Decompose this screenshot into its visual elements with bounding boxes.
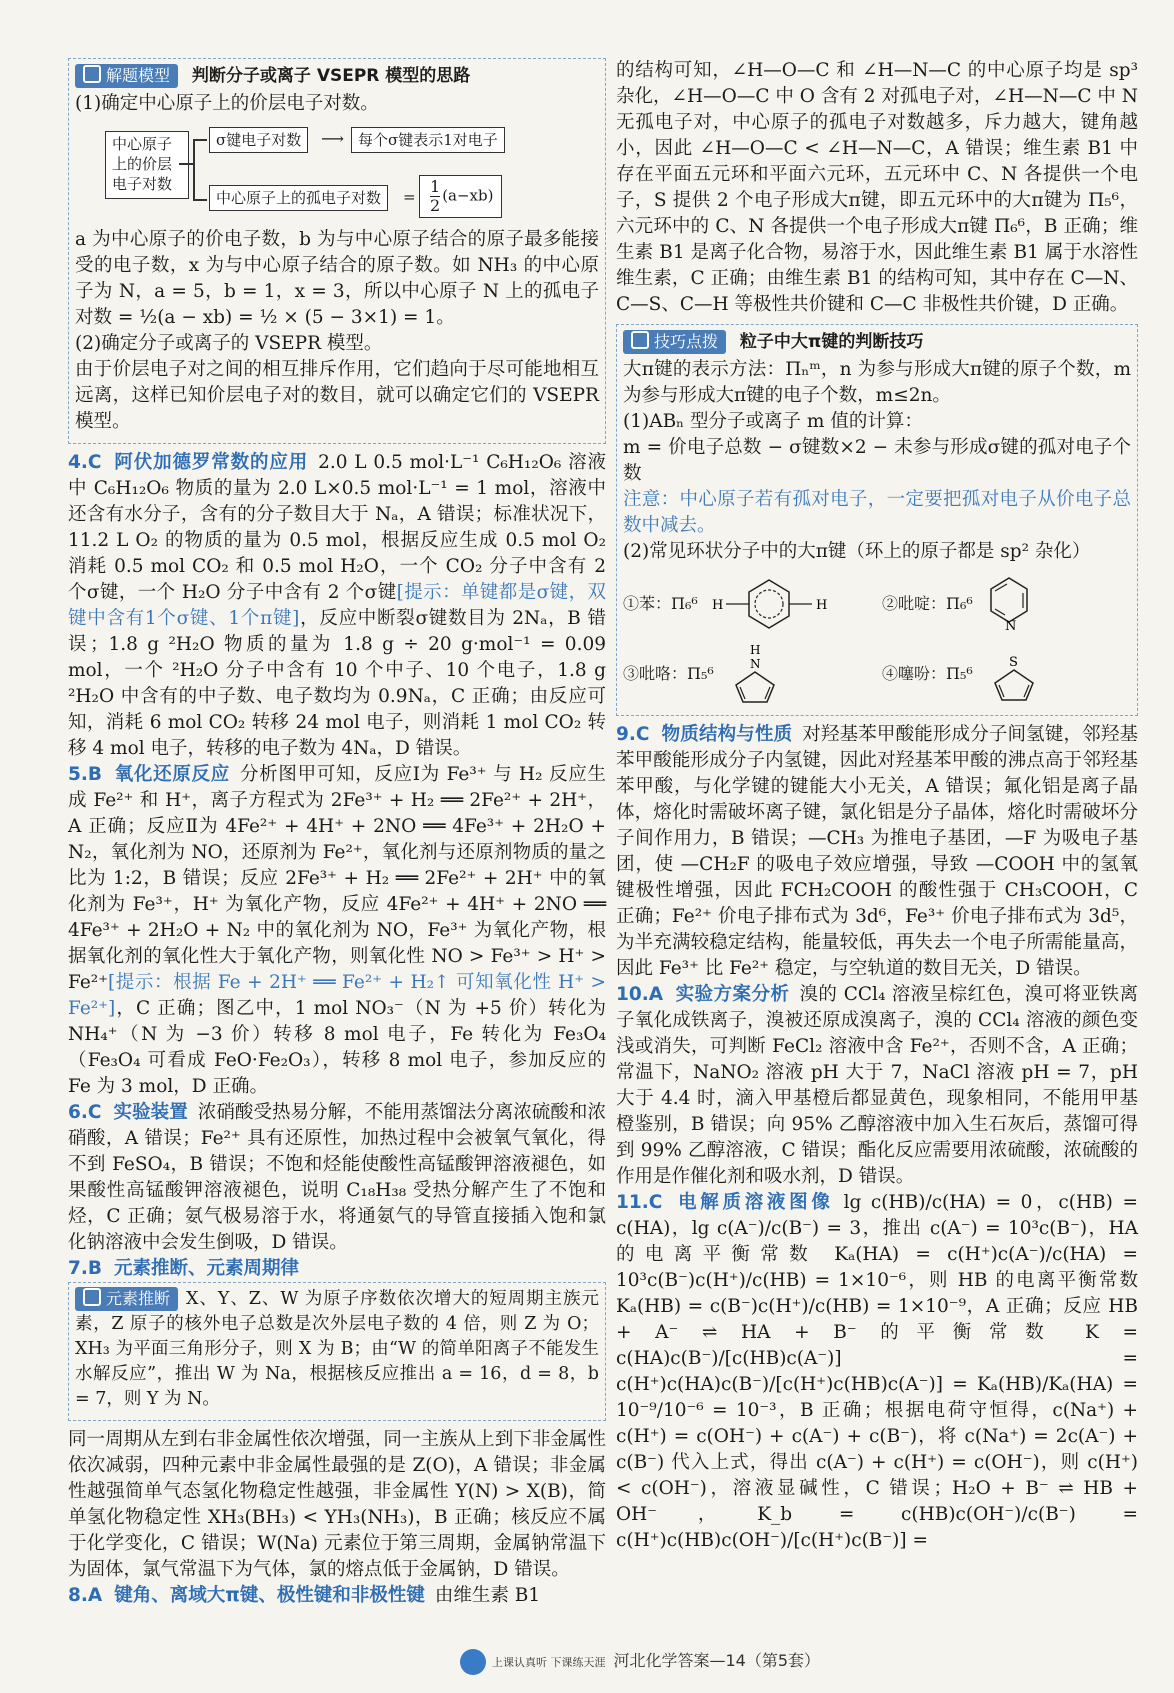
- tip-icon: [631, 331, 649, 349]
- tip-tag-label: 技巧点拨: [654, 332, 719, 351]
- tip-note: 注意：中心原子若有孤对电子，一定要把孤对电子从价电子总数中减去。: [623, 489, 1131, 536]
- q8-cont: 的结构可知，∠H—O—C 和 ∠H—N—C 的中心原子均是 sp³ 杂化，∠H—O—C 中 O 含有 2 对孤电子对，∠H—N—C 中 N 无孤电子对，中心原子的孤电子对数越多，斥力越大，键角越小，因此 ∠H—O—C < ∠H—N—C，A 错误；维生素 B1 中存在平面五元环和平面六元环，五元环中 C、N 各提供一个电子，S 提供 2 个电子形成大π键，即五元环中的大π键为 Π₅⁶，六元环中的 C、N 各提供一个电子形成大π键 Π₆⁶，B 正确；维生素 B1 是离子化合物，易溶于水，因此维生素 B1 属于水溶性维生素，C 正确；由维生素 B1 的结构可知，其中存在 C—N、C—S、C—H 等极性共价键和 C—C 非极性共价键，D 正确。: [616, 60, 1138, 315]
- q6-topic: 实验装置: [113, 1102, 188, 1123]
- q10-topic: 实验方案分析: [675, 984, 790, 1005]
- flow-sigma-box: σ键电子对数: [209, 127, 308, 153]
- tip-tag: [623, 330, 726, 354]
- q9-num: 9.C: [616, 724, 650, 745]
- flow-frac-den: 2: [430, 196, 441, 215]
- flow-formula-box: [419, 175, 502, 218]
- ring-pyridine: [882, 571, 1131, 637]
- flow-frac-tail: (a−xb): [442, 186, 494, 205]
- left-column: [68, 58, 606, 1609]
- model-tag: [75, 64, 178, 88]
- tip-title: 粒子中大π键的判断技巧: [739, 332, 924, 352]
- ring-thiophene-label: ④噻吩：Π₅⁶: [882, 664, 973, 683]
- q10: [616, 982, 1138, 1190]
- flow-arrow-icon: ⟶: [321, 129, 344, 148]
- benzene-structure-icon: [704, 572, 834, 636]
- q7-topic: 元素推断、元素周期律: [114, 1258, 300, 1279]
- q7-head: [68, 1256, 606, 1282]
- model-title: 判断分子或离子 VSEPR 模型的思路: [191, 66, 471, 86]
- flow-link: [179, 163, 193, 165]
- thiophene-s: S: [1008, 655, 1018, 670]
- model-step2-text: 由于价层电子对之间的相互排斥作用，它们趋向于尽可能地相互远离，这样已知价层电子对的数目，就可以确定它们的 VSEPR 模型。: [75, 359, 599, 432]
- q10-num: 10.A: [616, 984, 664, 1005]
- tip-line2: (1)ABₙ 型分子或离子 m 值的计算：: [623, 411, 923, 432]
- page-footer: [460, 1648, 820, 1676]
- ring-benzene: [623, 571, 872, 637]
- model-step1: (1)确定中心原子上的价层电子对数。: [75, 93, 379, 114]
- q5-text2: ，C 正确；图乙中，1 mol NO₃⁻（N 为 +5 价）转化为 NH₄⁺（N 为 −3 价）转移 8 mol 电子，Fe 转化为 Fe₃O₄（Fe₃O₄ 可看成 FeO·Fe₂O₃），转移 8 mol 电子，参加反应的 Fe 为 3 mol，D 正确。: [68, 998, 606, 1097]
- q5-text: 分析图甲可知，反应Ⅰ为 Fe³⁺ 与 H₂ 反应生成 Fe²⁺ 和 H⁺，离子方程式为 2Fe³⁺ + H₂ ══ 2Fe²⁺ + 2H⁺，A 正确；反应Ⅱ为 4Fe²⁺ + 4H⁺ + 2NO ══ 4Fe³⁺ + 2H₂O + N₂，氧化剂为 NO，还原剂为 Fe²⁺，氧化剂与还原剂物质的量之比为 1:2，B 错误；反应 2Fe³⁺ + H₂ ══ 2Fe²⁺ + 2H⁺ 中的氧化剂为 Fe³⁺，H⁺ 为氧化产物，反应 4Fe²⁺ + 4H⁺ + 2NO ══ 4Fe³⁺ + 2H₂O + N₂ 中的氧化剂为 NO，Fe³⁺ 为氧化产物，根据氧化剂的氧化性大于氧化产物，则氧化性 NO > Fe³⁺ > H⁺ > Fe²⁺: [68, 764, 606, 993]
- q8-text: 由维生素 B1: [434, 1585, 541, 1606]
- pyridine-structure-icon: [979, 572, 1039, 636]
- ring-thiophene: [882, 641, 1131, 707]
- thiophene-structure-icon: [979, 642, 1049, 706]
- flow-diagram: [75, 123, 599, 221]
- ring-benzene-label: ①苯：Π₆⁶: [623, 594, 698, 613]
- q8-topic: 键角、离域大π键、极性键和非极性键: [114, 1585, 425, 1606]
- flow-bracket: [193, 139, 195, 199]
- q4-hint: [提示：单键都是σ键，双键中含有1个σ键、1个π键]: [68, 582, 606, 629]
- benzene-h-left: H: [711, 598, 724, 613]
- q4-text2: ，反应中断裂σ键数目为 2Nₐ，B 错误；1.8 g ²H₂O 物质的量为 1.8 g ÷ 20 g·mol⁻¹ = 0.09 mol，一个 ²H₂O 分子中含有 10 个中子、10 个电子，1.8 g ²H₂O 中含有的中子数、电子数均为 0.9Nₐ，C 正确；由反应可知，消耗 6 mol CO₂ 转移 24 mol 电子，则消耗 1 mol CO₂ 转移 4 mol 电子，转移的电子数为 4Nₐ，D 错误。: [68, 608, 606, 759]
- q7-num: 7.B: [68, 1258, 103, 1279]
- element-tag: [75, 1287, 178, 1311]
- model-icon: [83, 65, 101, 83]
- q8-head: [68, 1583, 606, 1609]
- right-column: [616, 58, 1138, 1554]
- model-step2: (2)确定分子或离子的 VSEPR 模型。: [75, 333, 383, 354]
- q5-hint: [提示：根据 Fe + 2H⁺ ══ Fe²⁺ + H₂↑ 可知氧化性 H⁺ > Fe²⁺]: [68, 972, 606, 1019]
- pyrrole-h: H: [749, 643, 761, 657]
- q5-num: 5.B: [68, 764, 103, 785]
- benzene-h-right: H: [815, 598, 828, 613]
- flow-sigma-rule-box: 每个σ键表示1对电子: [351, 127, 505, 153]
- flow-frac-num: 1: [430, 177, 441, 196]
- q5-topic: 氧化还原反应: [114, 764, 230, 785]
- element-icon: [83, 1288, 101, 1306]
- pyrrole-structure-icon: [720, 642, 790, 706]
- flow-link-bottom: [193, 199, 207, 201]
- ring-pyrrole: [623, 641, 872, 707]
- q4-text: 2.0 L 0.5 mol·L⁻¹ C₆H₁₂O₆ 溶液中 C₆H₁₂O₆ 物质的量为 2.0 L×0.5 mol·L⁻¹ = 1 mol，溶液中还含有水分子，含有的分子数目大于 Nₐ，A 错误；标准状况下，11.2 L O₂ 的物质的量为 0.5 mol，根据反应生成 0.5 mol O₂ 消耗 0.5 mol CO₂ 和 0.5 mol H₂O，一个 CO₂ 分子中含有 2 个σ键，一个 H₂O 分子中含有 2 个σ键: [68, 452, 606, 603]
- tip-line4: (2)常见环状分子中的大π键（环上的原子都是 sp² 杂化）: [623, 541, 1091, 562]
- pyridine-n: N: [1004, 619, 1017, 634]
- flow-center-box: 中心原子上的价层电子对数: [105, 131, 189, 199]
- flow-frac: [430, 178, 440, 215]
- q9-text: 对羟基苯甲酸能形成分子间氢键，邻羟基苯甲酸能形成分子内氢键，因此对羟基苯甲酸的沸点高于邻羟基苯甲酸，与化学键的键能大小无关，A 错误；氟化铝是离子晶体，熔化时需破坏离子键，氯化铝是分子晶体，熔化时需破坏分子间作用力，B 错误；—CH₃ 为推电子基团，—F 为吸电子基团，使 —CH₂F 的吸电子效应增强，导致 —COOH 中的氢氧键极性增强，因此 FCH₂COOH 的酸性强于 CH₃COOH，C 正确；Fe²⁺ 价电子排布式为 3d⁶，Fe³⁺ 价电子排布式为 3d⁵，为半充满较稳定结构，能量较低，再失去一个电子所需能量高，因此 Fe³⁺ 比 Fe²⁺ 稳定，与空轨道的数目无关，D 错误。: [616, 724, 1138, 979]
- q6-text: 浓硝酸受热易分解，不能用蒸馏法分离浓硫酸和浓硝酸，A 错误；Fe²⁺ 具有还原性，加热过程中会被氧气氧化，得不到 FeSO₄，B 错误；不饱和烃能使酸性高锰酸钾溶液褪色，如果酸性高锰酸钾溶液褪色，说明 C₁₈H₃₈ 受热分解产生了不饱和烃，C 正确；氨气极易溶于水，将通氨气的导管直接插入饱和氯化钠溶液中会发生倒吸，D 错误。: [68, 1102, 606, 1253]
- q6-num: 6.C: [68, 1102, 102, 1123]
- q11-num: 11.C: [616, 1192, 663, 1213]
- q11-text: lg c(HB)/c(HA) = 0，c(HB) = c(HA)，lg c(A⁻)/c(B⁻) = 3，推出 c(A⁻) = 10³c(B⁻)，HA 的电离平衡常数 Kₐ(HA) = c(H⁺)c(A⁻)/c(HA) = 10³c(B⁻)c(H⁺)/c(HB) = 1×10⁻⁶，则 HB 的电离平衡常数 Kₐ(HB) = c(B⁻)c(H⁺)/c(HB) = 1×10⁻⁹，A 正确；反应 HB + A⁻ ⇌ HA + B⁻ 的平衡常数 K = c(HA)c(B⁻)/[c(HB)c(A⁻)] = c(H⁺)c(HA)c(B⁻)/[c(H⁺)c(HB)c(A⁻)] = Kₐ(HB)/Kₐ(HA) = 10⁻⁹/10⁻⁶ = 10⁻³，B 正确；根据电荷守恒得，c(Na⁺) + c(H⁺) = c(OH⁻) + c(A⁻) + c(B⁻)，将 c(Na⁺) = 2c(A⁻) + c(B⁻) 代入上式，得出 c(A⁻) + c(H⁺) = c(OH⁻)，则 c(H⁺) < c(OH⁻)，溶液显碱性，C 错误；H₂O + B⁻ ⇌ HB + OH⁻，K_b = c(HB)c(OH⁻)/c(B⁻) = c(H⁺)c(HB)c(OH⁻)/[c(H⁺)c(B⁻)] =: [616, 1192, 1138, 1551]
- footer-text: 河北化学答案—14（第5套）: [613, 1651, 821, 1670]
- tip-line1: 大π键的表示方法：Πₙᵐ，n 为参与形成大π键的原子个数，m 为参与形成大π键的电子个数，m≤2n。: [623, 359, 1131, 406]
- ring-grid: [623, 571, 1131, 707]
- q9-topic: 物质结构与性质: [661, 724, 793, 745]
- q4-num: 4.C: [68, 452, 102, 473]
- q4-topic: 阿伏加德罗常数的应用: [113, 452, 309, 473]
- ring-pyrrole-label: ③吡咯：Π₅⁶: [623, 664, 714, 683]
- model-explain: a 为中心原子的价电子数，b 为与中心原子结合的原子最多能接受的电子数，x 为与中心原子结合的原子数。如 NH₃ 的中心原子为 N，a = 5，b = 1，x = 3，所以中心原子 N 上的孤电子对数 = ½(a − xb) = ½ × (5 − 3×1) = 1。: [75, 229, 599, 328]
- q9: [616, 722, 1138, 982]
- pyrrole-n: N: [749, 657, 761, 671]
- flow-lone-box: 中心原子上的孤电子对数: [209, 185, 388, 211]
- q8-num: 8.A: [68, 1585, 103, 1606]
- tip-box: [616, 324, 1138, 716]
- q11-topic: 电解质溶液图像: [674, 1192, 834, 1213]
- footer-brand: 上课认真听 下课练天涯: [492, 1656, 606, 1669]
- q5: [68, 762, 606, 1100]
- element-tag-label: 元素推断: [106, 1289, 171, 1308]
- model-tag-label: 解题模型: [106, 66, 171, 85]
- element-box: [68, 1282, 606, 1421]
- flow-link-top: [193, 139, 207, 141]
- flow-eq: =: [403, 188, 416, 206]
- q6: [68, 1100, 606, 1256]
- ring-pyridine-label: ②吡啶：Π₆⁶: [882, 594, 973, 613]
- q7-text: 同一周期从左到右非金属性依次增强，同一主族从上到下非金属性依次减弱，四种元素中非金属性最强的是 Z(O)，A 错误；非金属性越强简单气态氢化物稳定性越强，非金属性 Y(N) > X(B)，简单氢化物稳定性 XH₃(BH₃) < YH₃(NH₃)，B 正确；核反应不属于化学变化，C 错误；W(Na) 元素位于第三周期，金属钠常温下为固体，氯气常温下为气体，氯的熔点低于金属钠，D 错误。: [68, 1429, 606, 1580]
- q4: [68, 450, 606, 762]
- model-box: [68, 58, 606, 444]
- brand-logo-icon: [460, 1649, 486, 1675]
- q10-text: 溴的 CCl₄ 溶液呈棕红色，溴可将亚铁离子氧化成铁离子，溴被还原成溴离子，溴的 CCl₄ 溶液的颜色变浅或消失，可判断 FeCl₂ 溶液中含 Fe²⁺，否则不含，A 正确；常温下，NaNO₂ 溶液 pH 大于 7，NaCl 溶液 pH = 7，pH 大于 4.4 时，滴入甲基橙后都显黄色，现象相同，不能用甲基橙鉴别，B 错误；向 95% 乙醇溶液中加入生石灰后，蒸馏可得到 99% 乙醇溶液，C 错误；酯化反应需要用浓硫酸，浓硫酸的作用是作催化剂和吸水剂，D 错误。: [616, 984, 1138, 1187]
- q11: [616, 1190, 1138, 1554]
- element-box-text: X、Y、Z、W 为原子序数依次增大的短周期主族元素，Z 原子的核外电子总数是次外层电子数的 4 倍，则 Z 为 O；XH₃ 为平面三角形分子，则 X 为 B；由“W 的简单阳离子不能发生水解反应”，推出 W 为 Na，根据核反应推出 a = 16，d = 8，b = 7，则 Y 为 N。: [75, 1289, 599, 1409]
- tip-line3: m = 价电子总数 − σ键数×2 − 未参与形成σ键的孤对电子个数: [623, 437, 1131, 484]
